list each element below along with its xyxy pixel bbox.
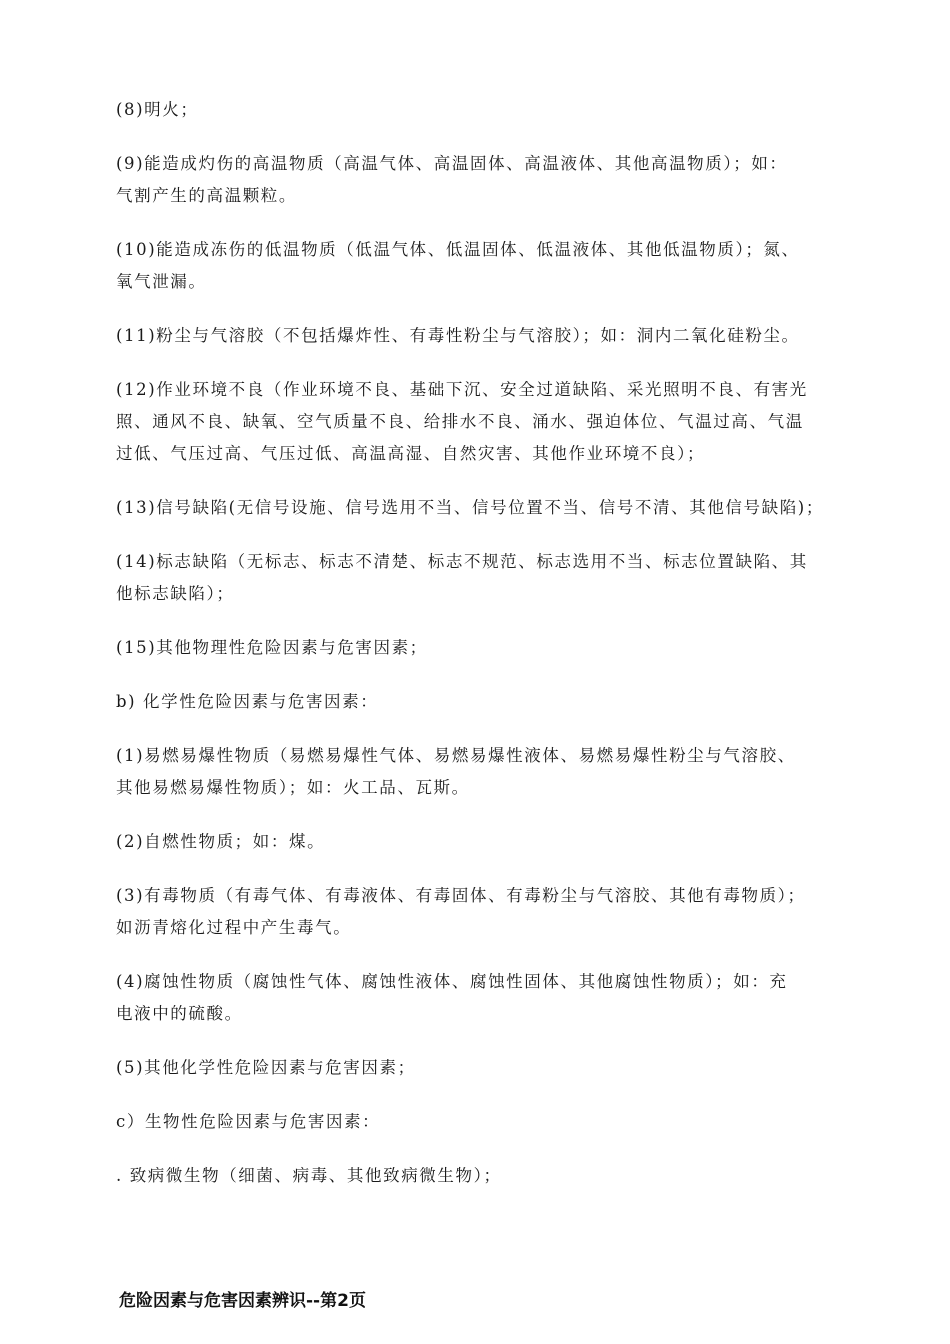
document-body [116,94,840,1214]
paragraph [116,826,840,858]
paragraph-line: 氧气泄漏。 [116,272,207,291]
paragraph-line: b) 化学性危险因素与危害因素： [116,692,379,711]
paragraph [116,492,840,524]
paragraph-line: 照、通风不良、缺氧、空气质量不良、给排水不良、涌水、强迫体位、气温过高、气温 [116,412,804,431]
paragraph-line: (10)能造成冻伤的低温物质（低温气体、低温固体、低温液体、其他低温物质）；氮、 [116,240,800,259]
paragraph [116,632,840,664]
paragraph [116,148,840,212]
paragraph [116,1106,840,1138]
paragraph-line: (11)粉尘与气溶胶（不包括爆炸性、有毒性粉尘与气溶胶）；如：洞内二氧化硅粉尘。 [116,326,800,345]
paragraph-line: (1)易燃易爆性物质（易燃易爆性气体、易燃易爆性液体、易燃易爆性粉尘与气溶胶、 [116,746,796,765]
paragraph-line: (3)有毒物质（有毒气体、有毒液体、有毒固体、有毒粉尘与气溶胶、其他有毒物质）； [116,886,806,905]
paragraph [116,1160,840,1192]
paragraph-line: . 致病微生物（细菌、病毒、其他致病微生物）； [116,1166,502,1185]
paragraph-line: 过低、气压过高、气压过低、高温高湿、自然灾害、其他作业环境不良）； [116,444,706,463]
paragraph-line: (2)自燃性物质；如：煤。 [116,832,326,851]
paragraph-line: 他标志缺陷）； [116,584,235,603]
paragraph [116,966,840,1030]
paragraph [116,880,840,944]
paragraph [116,94,840,126]
paragraph [116,1052,840,1084]
paragraph-line: 电液中的硫酸。 [116,1004,243,1023]
paragraph-line: c）生物性危险因素与危害因素： [116,1112,381,1131]
paragraph-line: 如沥青熔化过程中产生毒气。 [116,918,352,937]
paragraph-line: (15)其他物理性危险因素与危害因素； [116,638,428,657]
paragraph-line: 其他易燃易爆性物质）；如：火工品、瓦斯。 [116,778,470,797]
paragraph-line: (12)作业环境不良（作业环境不良、基础下沉、安全过道缺陷、采光照明不良、有害光 [116,380,808,399]
paragraph [116,546,840,610]
paragraph [116,320,840,352]
paragraph-line: 气割产生的高温颗粒。 [116,186,297,205]
paragraph-line: (5)其他化学性危险因素与危害因素； [116,1058,416,1077]
paragraph [116,234,840,298]
page-footer: 危险因素与危害因素辨识--第2页 [119,1291,366,1311]
paragraph-line: (13)信号缺陷(无信号设施、信号选用不当、信号位置不当、信号不清、其他信号缺陷)； [116,498,824,517]
paragraph [116,374,840,470]
paragraph [116,740,840,804]
paragraph [116,686,840,718]
paragraph-line: (9)能造成灼伤的高温物质（高温气体、高温固体、高温液体、其他高温物质）；如： [116,154,788,173]
paragraph-line: (8)明火； [116,100,199,119]
paragraph-line: (4)腐蚀性物质（腐蚀性气体、腐蚀性液体、腐蚀性固体、其他腐蚀性物质）；如：充 [116,972,788,991]
paragraph-line: (14)标志缺陷（无标志、标志不清楚、标志不规范、标志选用不当、标志位置缺陷、其 [116,552,808,571]
